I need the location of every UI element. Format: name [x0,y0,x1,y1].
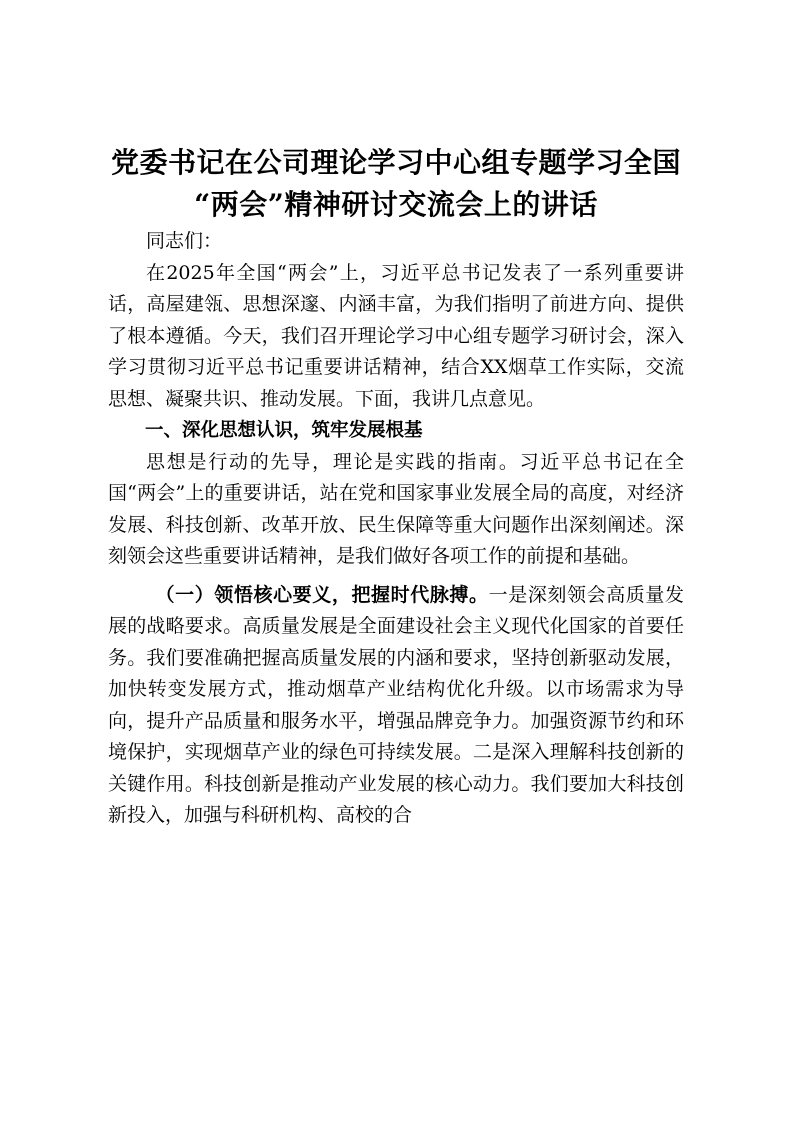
document-body [108,226,684,832]
section-1-intro: 思想是行动的先导，理论是实践的指南。习近平总书记在全国“两会”上的重要讲话，站在党和国家事业发展全局的高度，对经济发展、科技创新、改革开放、民生保障等重大问题作出深刻阐述。深刻领会这些重要讲话精神，是我们做好各项工作的前提和基础。 [108,450,684,567]
subsection-1-text: 一是深刻领会高质量发展的战略要求。高质量发展是全面建设社会主义现代化国家的首要任务。我们要准确把握高质量发展的内涵和要求，坚持创新驱动发展，加快转变发展方式，推动烟草产业结构优化升级。以市场需求为导向，提升产品质量和服务水平，增强品牌竞争力。加强资源节约和环境保护，实现烟草产业的绿色可持续发展。二是深入理解科技创新的关键作用。科技创新是推动产业发展的核心动力。我们要加大科技创新投入，加强与科研机构、高校的合 [108,583,684,826]
section-1-heading: 一、深化思想认识，筑牢发展根基 [145,420,423,441]
title-line-2: “两会”精神研讨交流会上的讲话 [194,188,598,221]
title-line-1: 党委书记在公司理论学习中心组专题学习全国 [110,146,681,179]
subsection-1-heading: （一）领悟核心要义，把握时代脉搏。 [155,583,489,606]
intro-paragraph: 在2025年全国“两会”上，习近平总书记发表了一系列重要讲话，高屋建瓴、思想深邃、内涵丰富，为我们指明了前进方向、提供了根本遵循。今天，我们召开理论学习中心组专题学习研讨会，深入学习贯彻习近平总书记重要讲话精神，结合XX烟草工作实际，交流思想、凝聚共识、推动发展。下面，我讲几点意见。 [108,261,684,410]
document-title [108,142,684,226]
subsection-1-paragraph [108,580,684,832]
greeting: 同志们： [146,230,223,252]
